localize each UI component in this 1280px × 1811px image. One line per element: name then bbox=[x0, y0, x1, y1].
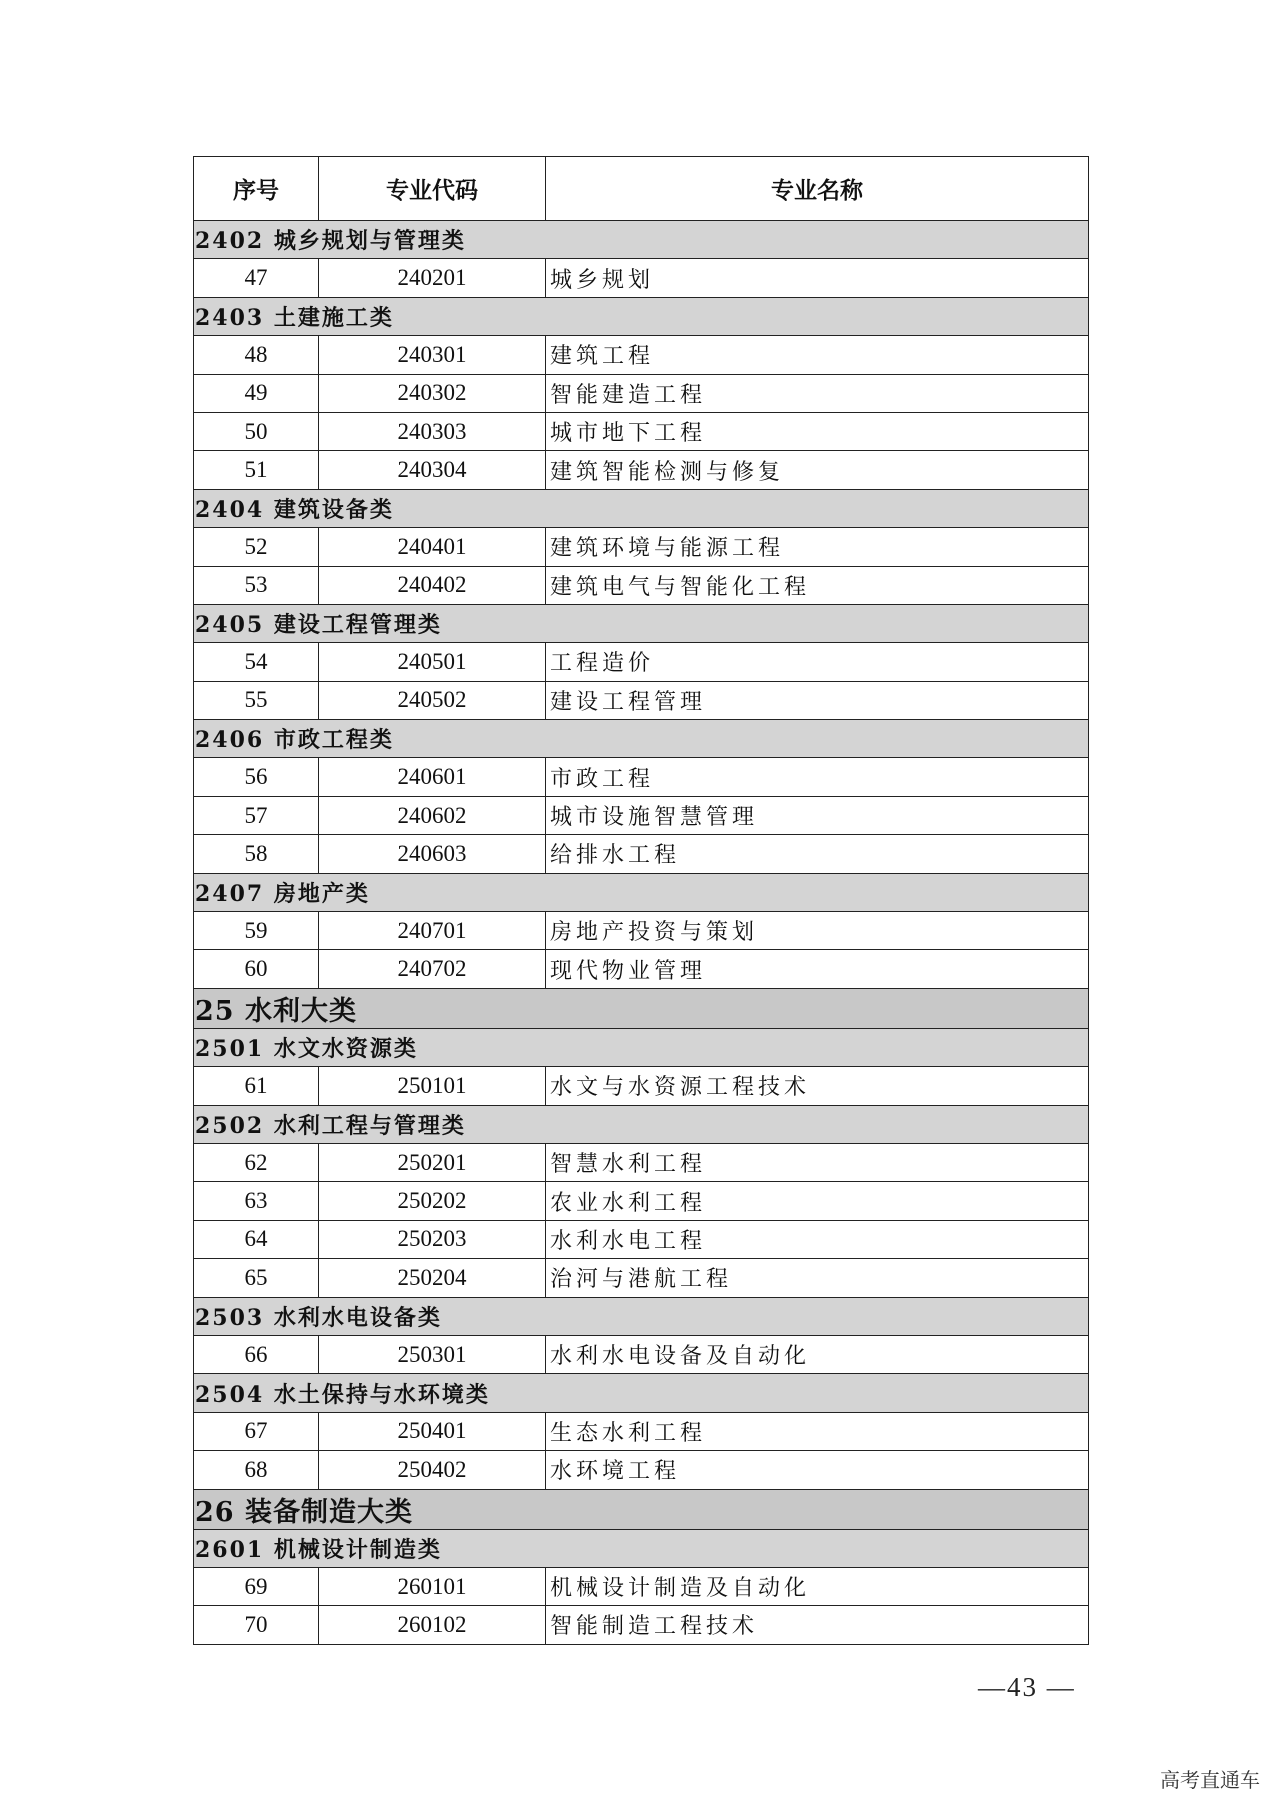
subcategory-label: 2402 城乡规划与管理类 bbox=[194, 221, 1089, 259]
serial-cell: 49 bbox=[194, 374, 319, 412]
code-cell: 240603 bbox=[319, 835, 546, 873]
category-row bbox=[194, 988, 1089, 1028]
code-cell: 260101 bbox=[319, 1567, 546, 1605]
subcategory-label: 2407 房地产类 bbox=[194, 873, 1089, 911]
header-serial: 序号 bbox=[194, 157, 319, 221]
name-cell: 城乡规划 bbox=[546, 259, 1089, 297]
code-cell: 250202 bbox=[319, 1182, 546, 1220]
code-cell: 240701 bbox=[319, 912, 546, 950]
name-cell: 水利水电设备及自动化 bbox=[546, 1335, 1089, 1373]
subcategory-row bbox=[194, 1105, 1089, 1143]
page-number: —43 — bbox=[978, 1672, 1076, 1702]
name-cell: 建设工程管理 bbox=[546, 681, 1089, 719]
name-cell: 水利水电工程 bbox=[546, 1220, 1089, 1258]
serial-cell: 59 bbox=[194, 912, 319, 950]
name-cell: 城市地下工程 bbox=[546, 412, 1089, 450]
name-cell: 现代物业管理 bbox=[546, 950, 1089, 988]
table-row bbox=[194, 259, 1089, 297]
code-cell: 240501 bbox=[319, 643, 546, 681]
name-cell: 城市设施智慧管理 bbox=[546, 796, 1089, 834]
table-row bbox=[194, 528, 1089, 566]
table-row bbox=[194, 1182, 1089, 1220]
subcategory-label: 2403 土建施工类 bbox=[194, 297, 1089, 335]
serial-cell: 47 bbox=[194, 259, 319, 297]
serial-cell: 57 bbox=[194, 796, 319, 834]
table-row bbox=[194, 1606, 1089, 1644]
serial-cell: 62 bbox=[194, 1143, 319, 1181]
name-cell: 建筑环境与能源工程 bbox=[546, 528, 1089, 566]
serial-cell: 60 bbox=[194, 950, 319, 988]
code-cell: 250203 bbox=[319, 1220, 546, 1258]
table-row bbox=[194, 374, 1089, 412]
table-row bbox=[194, 412, 1089, 450]
category-row bbox=[194, 1489, 1089, 1529]
subcategory-label: 2601 机械设计制造类 bbox=[194, 1529, 1089, 1567]
table-row bbox=[194, 566, 1089, 604]
table-row bbox=[194, 1335, 1089, 1373]
name-cell: 市政工程 bbox=[546, 758, 1089, 796]
table-row bbox=[194, 1259, 1089, 1297]
code-cell: 240301 bbox=[319, 336, 546, 374]
table-row bbox=[194, 950, 1089, 988]
table-body bbox=[194, 221, 1089, 1645]
code-cell: 240302 bbox=[319, 374, 546, 412]
code-cell: 240303 bbox=[319, 412, 546, 450]
name-cell: 房地产投资与策划 bbox=[546, 912, 1089, 950]
subcategory-row bbox=[194, 720, 1089, 758]
code-cell: 240601 bbox=[319, 758, 546, 796]
subcategory-label: 2503 水利水电设备类 bbox=[194, 1297, 1089, 1335]
table-row bbox=[194, 912, 1089, 950]
name-cell: 机械设计制造及自动化 bbox=[546, 1567, 1089, 1605]
subcategory-row bbox=[194, 221, 1089, 259]
table-row bbox=[194, 835, 1089, 873]
name-cell: 智能制造工程技术 bbox=[546, 1606, 1089, 1644]
table-row bbox=[194, 1412, 1089, 1450]
name-cell: 生态水利工程 bbox=[546, 1412, 1089, 1450]
serial-cell: 63 bbox=[194, 1182, 319, 1220]
code-cell: 240304 bbox=[319, 451, 546, 489]
code-cell: 240702 bbox=[319, 950, 546, 988]
code-cell: 240401 bbox=[319, 528, 546, 566]
code-cell: 250101 bbox=[319, 1067, 546, 1105]
serial-cell: 64 bbox=[194, 1220, 319, 1258]
major-table bbox=[193, 156, 1089, 1645]
header-name: 专业名称 bbox=[546, 157, 1089, 221]
table-row bbox=[194, 1067, 1089, 1105]
serial-cell: 66 bbox=[194, 1335, 319, 1373]
name-cell: 建筑智能检测与修复 bbox=[546, 451, 1089, 489]
subcategory-label: 2504 水土保持与水环境类 bbox=[194, 1374, 1089, 1412]
code-cell: 260102 bbox=[319, 1606, 546, 1644]
code-cell: 240502 bbox=[319, 681, 546, 719]
subcategory-row bbox=[194, 1297, 1089, 1335]
table-header-row bbox=[194, 157, 1089, 221]
serial-cell: 67 bbox=[194, 1412, 319, 1450]
serial-cell: 61 bbox=[194, 1067, 319, 1105]
table-row bbox=[194, 796, 1089, 834]
code-cell: 250402 bbox=[319, 1451, 546, 1489]
name-cell: 农业水利工程 bbox=[546, 1182, 1089, 1220]
serial-cell: 58 bbox=[194, 835, 319, 873]
subcategory-label: 2405 建设工程管理类 bbox=[194, 604, 1089, 642]
serial-cell: 53 bbox=[194, 566, 319, 604]
subcategory-label: 2406 市政工程类 bbox=[194, 720, 1089, 758]
table-row bbox=[194, 643, 1089, 681]
table-row bbox=[194, 681, 1089, 719]
major-table-container bbox=[193, 156, 1088, 1645]
category-label: 25 水利大类 bbox=[194, 988, 1089, 1028]
name-cell: 智慧水利工程 bbox=[546, 1143, 1089, 1181]
serial-cell: 69 bbox=[194, 1567, 319, 1605]
code-cell: 240402 bbox=[319, 566, 546, 604]
subcategory-row bbox=[194, 297, 1089, 335]
table-row bbox=[194, 1220, 1089, 1258]
table-row bbox=[194, 1567, 1089, 1605]
code-cell: 250301 bbox=[319, 1335, 546, 1373]
serial-cell: 65 bbox=[194, 1259, 319, 1297]
serial-cell: 50 bbox=[194, 412, 319, 450]
category-label: 26 装备制造大类 bbox=[194, 1489, 1089, 1529]
serial-cell: 54 bbox=[194, 643, 319, 681]
name-cell: 给排水工程 bbox=[546, 835, 1089, 873]
watermark-text: 高考直通车 bbox=[1160, 1768, 1260, 1792]
name-cell: 水环境工程 bbox=[546, 1451, 1089, 1489]
subcategory-row bbox=[194, 1374, 1089, 1412]
code-cell: 240602 bbox=[319, 796, 546, 834]
serial-cell: 68 bbox=[194, 1451, 319, 1489]
table-row bbox=[194, 758, 1089, 796]
subcategory-label: 2501 水文水资源类 bbox=[194, 1028, 1089, 1066]
serial-cell: 51 bbox=[194, 451, 319, 489]
code-cell: 250401 bbox=[319, 1412, 546, 1450]
subcategory-row bbox=[194, 873, 1089, 911]
subcategory-label: 2502 水利工程与管理类 bbox=[194, 1105, 1089, 1143]
serial-cell: 52 bbox=[194, 528, 319, 566]
code-cell: 250201 bbox=[319, 1143, 546, 1181]
table-row bbox=[194, 451, 1089, 489]
serial-cell: 55 bbox=[194, 681, 319, 719]
table-row bbox=[194, 1451, 1089, 1489]
subcategory-row bbox=[194, 1028, 1089, 1066]
header-code: 专业代码 bbox=[319, 157, 546, 221]
table-row bbox=[194, 336, 1089, 374]
subcategory-label: 2404 建筑设备类 bbox=[194, 489, 1089, 527]
name-cell: 水文与水资源工程技术 bbox=[546, 1067, 1089, 1105]
code-cell: 240201 bbox=[319, 259, 546, 297]
serial-cell: 48 bbox=[194, 336, 319, 374]
subcategory-row bbox=[194, 1529, 1089, 1567]
subcategory-row bbox=[194, 604, 1089, 642]
subcategory-row bbox=[194, 489, 1089, 527]
code-cell: 250204 bbox=[319, 1259, 546, 1297]
name-cell: 治河与港航工程 bbox=[546, 1259, 1089, 1297]
name-cell: 建筑工程 bbox=[546, 336, 1089, 374]
serial-cell: 70 bbox=[194, 1606, 319, 1644]
table-row bbox=[194, 1143, 1089, 1181]
name-cell: 建筑电气与智能化工程 bbox=[546, 566, 1089, 604]
name-cell: 工程造价 bbox=[546, 643, 1089, 681]
name-cell: 智能建造工程 bbox=[546, 374, 1089, 412]
serial-cell: 56 bbox=[194, 758, 319, 796]
